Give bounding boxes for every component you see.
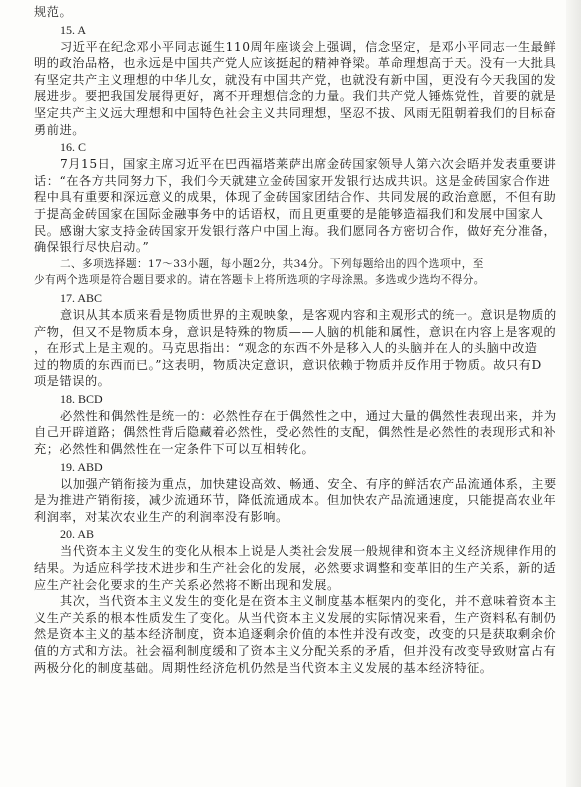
page-edge-shadow [566,0,581,787]
answer-20-line: 当代资本主义发生的变化从根本上说是人类社会发展一般规律和资本主义经济规律作用的 [60,544,557,559]
answer-17-line: ，在形式上是主观的。马克思指出：“观念的东西不外是移入人的头脑并在人的头脑中改造 [34,341,538,356]
answer-16-line: 7月15日，国家主席习近平在巴西福塔莱萨出席金砖国家领导人第六次会晤并发表重要讲 [60,157,557,172]
answer-15-line: 坚定共产主义远大理想和中国特色社会主义共同理想，坚忍不拔、风雨无阻朝着我们的目标奋 [34,105,557,120]
answer-17-line: 项是错误的。 [34,374,111,389]
answer-20-line: 然是资本主义的基本经济制度，资本追逐剩余价值的本性并没有改变，改变的只是获取剩余价 [34,627,557,642]
answer-20-line: 其次，当代资本主义发生的变化是在资本主义制度基本框架内的变化，并不意味着资本主 [60,594,557,609]
answer-15-line: 展进步。要把我国发展得更好，离不开理想信念的力量。我们共产党人锤炼党性，首要的就是 [34,89,557,104]
answer-20-label: 20. AB [60,527,95,542]
answer-16-line: 话：“在各方共同努力下，我们今天就建立金砖国家开发银行达成共识。这是金砖国家合作进 [34,173,551,188]
answer-19-line: 是为推进产销衔接，减少流通环节，降低流通成本。但加快农产品流通速度，只能提高农业年 [34,493,557,508]
answer-17-line: 过的物质的东西而已。”这表明，物质决定意识，意识依赖于物质并反作用于物质。故只有D [34,357,542,372]
answer-18-label: 18. BCD [60,391,103,406]
answer-16-label: 16. C [60,140,87,155]
answer-19-label: 19. ABD [60,459,103,474]
answer-20-line: 义生产关系的根本性质发生了变化。从当代资本主义发展的实际情况来看，生产资料私有制仍 [34,610,557,625]
answer-18-line: 必然性和偶然性是统一的：必然性存在于偶然性之中，通过大量的偶然性表现出来，并为 [60,408,557,423]
section-header: 二、多项选择题：17～33小题，每小题2分，共34分。下列每题给出的四个选项中，至 [60,257,484,270]
answer-19-line: 以加强产销衔接为重点，加快建设高效、畅通、安全、有序的鲜活农产品流通体系，主要 [60,476,557,491]
answer-20-line: 两极分化的制度基础。周期性经济危机仍然是当代资本主义发展的基本经济特征。 [34,660,493,675]
section-header: 少有两个选项是符合题目要求的。请在答题卡上将所选项的字母涂黑。多选或少选均不得分。 [34,274,485,287]
answer-17-line: 意识从其本质来看是物质世界的主观映象，是客观内容和主观形式的统一。意识是物质的 [60,307,557,322]
answer-19-line: 利润率，对某次农业生产的利润率没有影响。 [34,509,289,524]
answer-16-line: 确保银行尽快启动。” [34,240,150,255]
top-fragment: 规范。 [34,5,73,19]
answer-18-line: 充；必然性和偶然性在一定条件下可以互相转化。 [34,442,315,457]
answer-18-line: 自己开辟道路；偶然性背后隐藏着必然性，受必然性的支配，偶然性是必然性的表现形式和补 [34,425,557,440]
answer-15-line: 有坚定共产主义理想的中华儿女，就没有中国共产党，也就没有新中国，更没有今天我国的发 [34,72,557,87]
answer-16-line: 程中具有重要和深远意义的成果，体现了金砖国家团结合作、共同发展的政治意愿，不但有助 [34,190,557,205]
answer-16-line: 于提高金砖国家在国际金融事务中的话语权，而且更重要的是能够造福我们和发展中国家人 [34,206,544,221]
answer-20-line: 结果。为适应科学技术进步和生产社会化的发展，必然要求调整和变革旧的生产关系，新的适 [34,561,557,576]
answer-15-line: 习近平在纪念邓小平同志诞生110周年座谈会上强调，信念坚定，是邓小平同志一生最鲜 [60,39,557,54]
answer-17-label: 17. ABC [60,290,103,305]
answer-15-label: 15. A [60,22,87,37]
answer-16-line: 民。感谢大家支持金砖国家开发银行落户中国上海。我们愿同各方密切合作，做好充分准备， [34,223,557,238]
answer-20-line: 值的方式和方法。社会福利制度缓和了资本主义分配关系的矛盾，但并没有改变导致财富占有 [34,644,557,658]
page-content [34,4,558,676]
answer-17-line: 产物，但又不是物质本身，意识是特殊的物质——人脑的机能和属性，意识在内容上是客观的 [34,324,557,339]
answer-15-line: 明的政治品格，也永远是中国共产党人应该挺起的精神脊梁。革命理想高于天。没有一大批具 [34,56,557,71]
answer-15-line: 勇前进。 [34,122,85,137]
answer-20-line: 应生产社会化要求的生产关系必然将不断出现和发展。 [34,577,340,592]
